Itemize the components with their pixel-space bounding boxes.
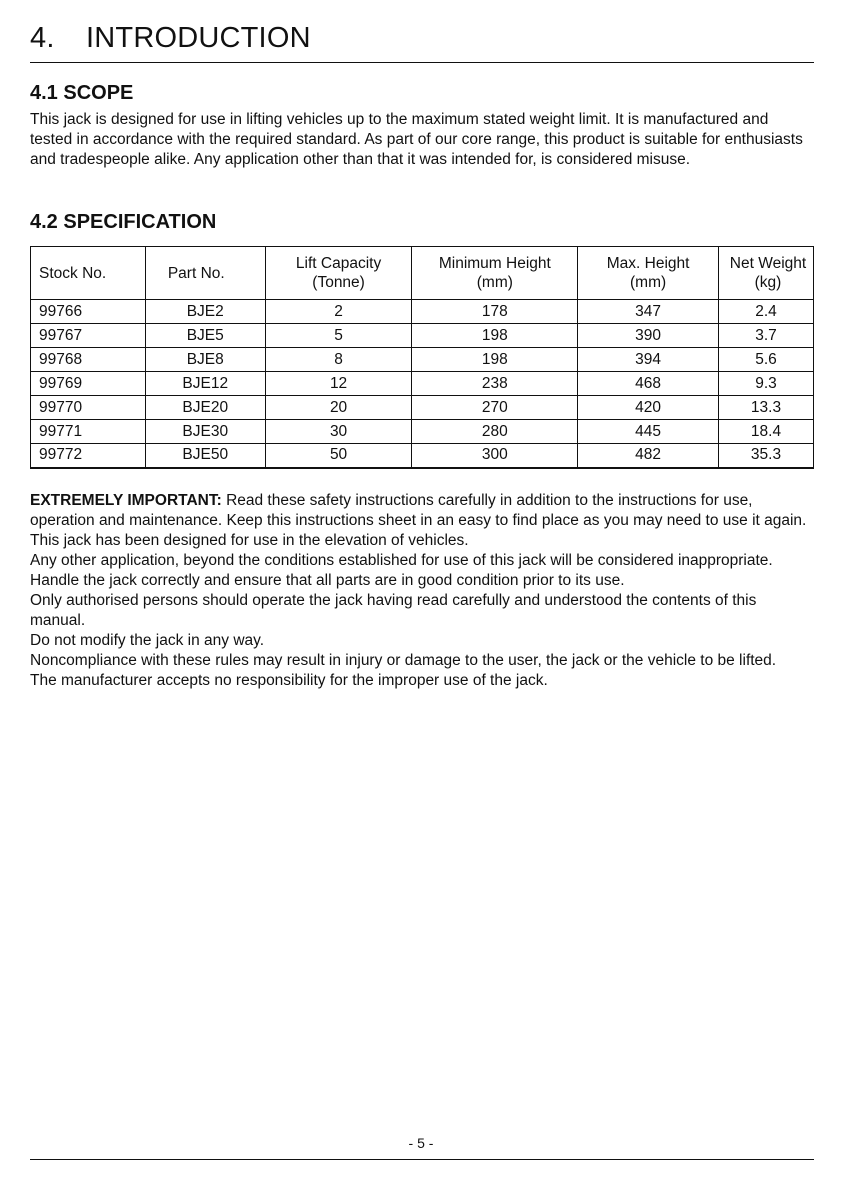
footer-divider [30,1159,814,1160]
cell-lift-capacity: 20 [265,396,412,420]
cell-stock-no: 99772 [31,444,146,468]
important-notice [30,491,814,531]
cell-net-weight: 13.3 [718,396,813,420]
safety-line: Do not modify the jack in any way. [30,632,265,649]
table-row [31,348,814,372]
cell-net-weight: 3.7 [718,324,813,348]
safety-instructions [30,491,814,691]
cell-part-no: BJE8 [145,348,265,372]
cell-stock-no: 99769 [31,372,146,396]
cell-lift-capacity: 5 [265,324,412,348]
cell-part-no: BJE20 [145,396,265,420]
specification-table [30,246,814,469]
safety-line: Only authorised persons should operate the jack having read carefully and understood the contents of this manual. [30,592,757,629]
cell-part-no: BJE5 [145,324,265,348]
cell-max-height: 468 [578,372,719,396]
scope-paragraph: This jack is designed for use in lifting vehicles up to the maximum stated weight limit. It is manufactured and tested in accordance with the required standard. As part of our core range, this product is suitable for enthusiasts and tradespeople alike. Any application other than that it was intended for, is considered misuse. [30,111,803,168]
safety-line: Any other application, beyond the conditions established for use of this jack will be considered inappropriate. [30,552,773,569]
cell-max-height: 420 [578,396,719,420]
cell-net-weight: 9.3 [718,372,813,396]
table-row [31,372,814,396]
cell-max-height: 347 [578,300,719,324]
page-number: - 5 - [408,1135,434,1151]
column-header-stock-no: Stock No. [31,247,146,300]
cell-lift-capacity: 8 [265,348,412,372]
cell-max-height: 445 [578,420,719,444]
cell-stock-no: 99767 [31,324,146,348]
important-text: Read these safety instructions carefully in addition to the instructions for use, operation and maintenance. Keep this instructions sheet in an easy to find place as you may need to use it again. [30,492,807,529]
table-row [31,444,814,468]
table-header-row [31,247,814,300]
cell-net-weight: 35.3 [718,444,813,468]
cell-lift-capacity: 30 [265,420,412,444]
cell-minimum-height: 300 [412,444,578,468]
cell-minimum-height: 178 [412,300,578,324]
safety-line: The manufacturer accepts no responsibility for the improper use of the jack. [30,672,548,689]
cell-minimum-height: 270 [412,396,578,420]
important-label: EXTREMELY IMPORTANT: [30,492,222,509]
title-divider [30,62,814,63]
scope-heading: 4.1 SCOPE [30,82,134,104]
column-header-max-height: Max. Height (mm) [578,247,719,300]
column-header-part-no: Part No. [145,247,265,300]
page-title [30,22,311,55]
cell-minimum-height: 198 [412,324,578,348]
column-header-lift-capacity: Lift Capacity (Tonne) [265,247,412,300]
table-row [31,420,814,444]
cell-stock-no: 99770 [31,396,146,420]
safety-line: Noncompliance with these rules may result in injury or damage to the user, the jack or the vehicle to be lifted. [30,652,777,669]
cell-lift-capacity: 2 [265,300,412,324]
cell-net-weight: 2.4 [718,300,813,324]
cell-net-weight: 5.6 [718,348,813,372]
cell-lift-capacity: 12 [265,372,412,396]
cell-part-no: BJE2 [145,300,265,324]
column-header-net-weight: Net Weight (kg) [718,247,813,300]
column-header-minimum-height: Minimum Height (mm) [412,247,578,300]
cell-stock-no: 99768 [31,348,146,372]
cell-minimum-height: 238 [412,372,578,396]
cell-max-height: 482 [578,444,719,468]
cell-minimum-height: 280 [412,420,578,444]
cell-stock-no: 99771 [31,420,146,444]
safety-line: Handle the jack correctly and ensure that all parts are in good condition prior to its use. [30,572,625,589]
cell-stock-no: 99766 [31,300,146,324]
cell-part-no: BJE12 [145,372,265,396]
cell-part-no: BJE50 [145,444,265,468]
table-row [31,396,814,420]
cell-part-no: BJE30 [145,420,265,444]
specification-heading: 4.2 SPECIFICATION [30,211,217,233]
table-row [31,324,814,348]
cell-net-weight: 18.4 [718,420,813,444]
section-title: INTRODUCTION [86,22,311,54]
cell-minimum-height: 198 [412,348,578,372]
cell-max-height: 394 [578,348,719,372]
safety-line: This jack has been designed for use in the elevation of vehicles. [30,532,469,549]
cell-lift-capacity: 50 [265,444,412,468]
section-number: 4. [30,22,55,54]
cell-max-height: 390 [578,324,719,348]
table-row [31,300,814,324]
